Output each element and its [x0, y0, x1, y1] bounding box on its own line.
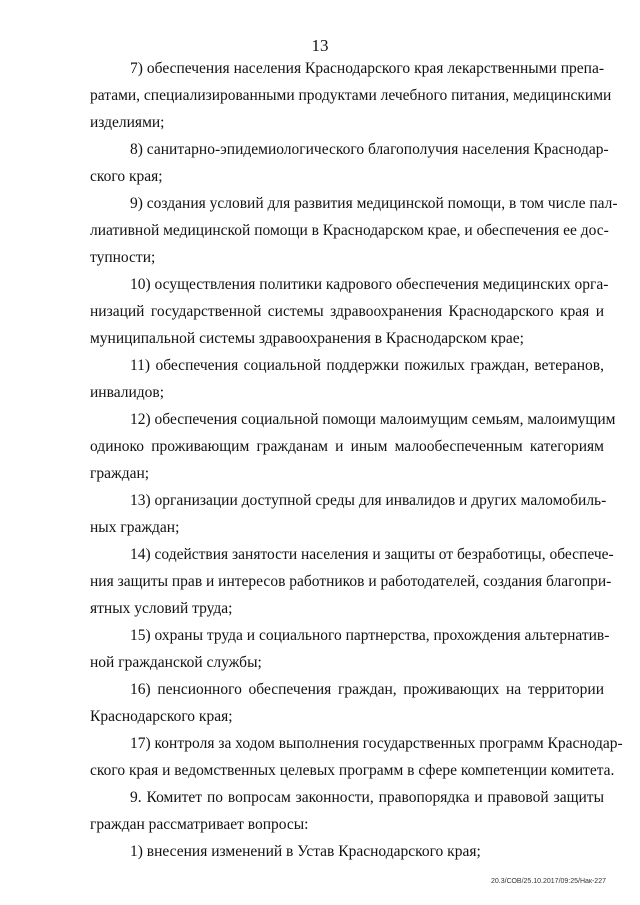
paragraph-line: ных граждан;: [90, 519, 180, 536]
paragraph-item-12: [90, 406, 616, 487]
paragraph-item-14: [90, 541, 614, 622]
paragraph-line: 9) создания условий для развития медицинской помощи, в том числе пал-: [130, 195, 618, 212]
page-number: 13: [311, 36, 329, 55]
paragraph-item-9: [90, 190, 618, 271]
paragraph-line: изделиями;: [90, 114, 165, 131]
paragraph-item-9-1: [90, 838, 604, 865]
paragraph-item-11: [90, 352, 604, 406]
paragraph-line: ятных условий труда;: [90, 600, 233, 617]
paragraph-line: 9. Комитет по вопросам законности, правопорядка и правовой защиты: [130, 789, 604, 806]
paragraph-item-16: [90, 676, 604, 730]
paragraph-line: тупности;: [90, 249, 156, 266]
paragraph-line: 8) санитарно-эпидемиологического благополучия населения Краснодар-: [130, 141, 609, 158]
paragraph-line: граждан рассматривает вопросы:: [90, 816, 309, 833]
paragraph-item-13: [90, 487, 607, 541]
paragraph-line: граждан;: [90, 465, 150, 482]
paragraph-item-8: [90, 136, 609, 190]
paragraph-line: низаций государственной системы здравоохранения Краснодарского края и: [90, 303, 604, 320]
paragraph-line: ского края;: [90, 168, 163, 185]
paragraph-line: ратами, специализированными продуктами лечебного питания, медицинскими: [90, 87, 612, 104]
paragraph-line: лиативной медицинской помощи в Краснодарском крае, и обеспечения ее дос-: [90, 222, 609, 239]
paragraph-line: 14) содействия занятости населения и защиты от безработицы, обеспече-: [130, 546, 614, 563]
paragraph-item-10: [90, 271, 609, 352]
paragraph-line: 13) организации доступной среды для инвалидов и других маломобиль-: [130, 492, 607, 509]
paragraph-line: ния защиты прав и интересов работников и работодателей, создания благопри-: [90, 573, 612, 590]
document-body: [90, 55, 623, 865]
section-9-heading: [90, 784, 604, 838]
paragraph-line: 17) контроля за ходом выполнения государственных программ Краснодар-: [130, 735, 623, 752]
paragraph-line: 7) обеспечения населения Краснодарского края лекарственными препа-: [130, 60, 604, 77]
paragraph-line: одиноко проживающим гражданам и иным малообеспеченным категориям: [90, 438, 604, 455]
paragraph-line: инвалидов;: [90, 384, 165, 401]
paragraph-line: ной гражданской службы;: [90, 654, 262, 671]
paragraph-line: 11) обеспечения социальной поддержки пожилых граждан, ветеранов,: [130, 357, 604, 374]
paragraph-line: Краснодарского края;: [90, 708, 233, 725]
paragraph-item-17: [90, 730, 623, 784]
paragraph-line: муниципальной системы здравоохранения в Краснодарском крае;: [90, 330, 524, 347]
paragraph-line: 12) обеспечения социальной помощи малоимущим семьям, малоимущим: [130, 411, 616, 428]
document-footer-code: 20.3/СОВ/25.10.2017/09:25/Нак-227: [491, 878, 606, 885]
paragraph-item-7: [90, 55, 612, 136]
paragraph-item-15: [90, 622, 610, 676]
paragraph-line: 10) осуществления политики кадрового обеспечения медицинских орга-: [130, 276, 609, 293]
paragraph-line: 16) пенсионного обеспечения граждан, проживающих на территории: [130, 681, 604, 698]
paragraph-line: 1) внесения изменений в Устав Краснодарского края;: [130, 843, 481, 860]
paragraph-line: 15) охраны труда и социального партнерства, прохождения альтернатив-: [130, 627, 610, 644]
paragraph-line: ского края и ведомственных целевых программ в сфере компетенции комитета.: [90, 762, 615, 779]
